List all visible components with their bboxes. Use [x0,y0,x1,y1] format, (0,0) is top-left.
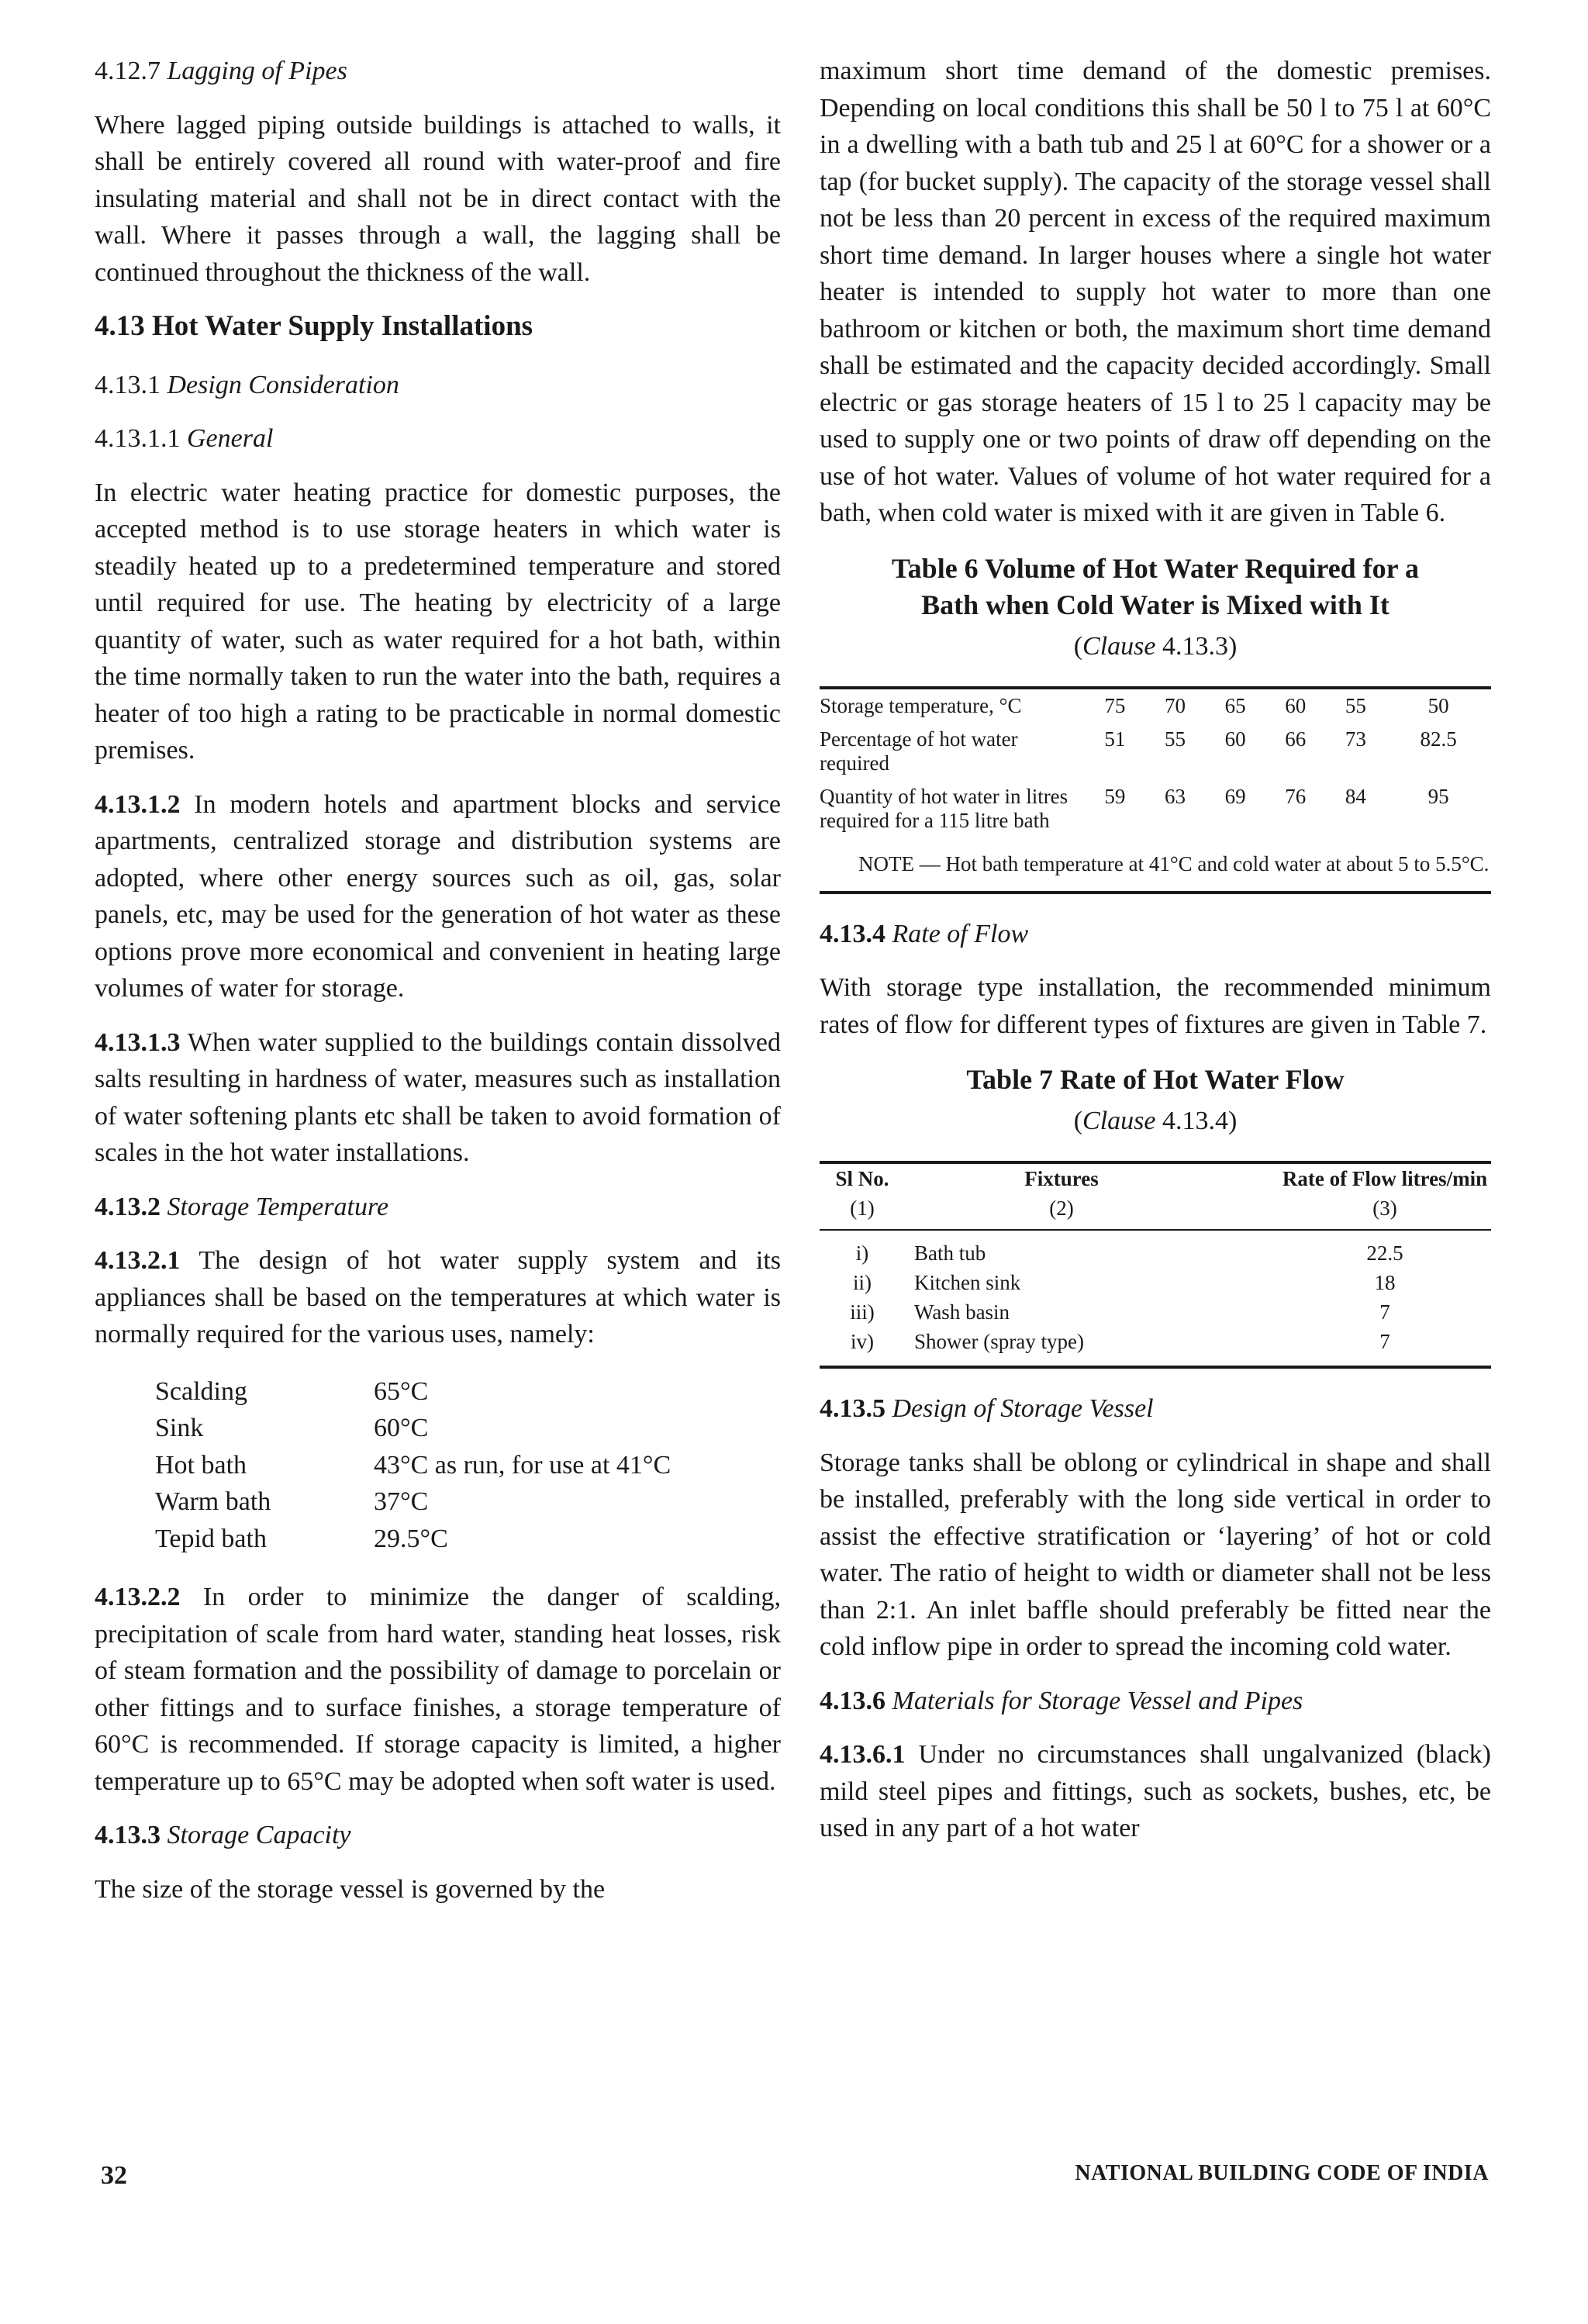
fixture-name: Bath tub [914,1241,986,1265]
column-number: (2) [905,1193,1209,1230]
sl-number: iii) [850,1300,875,1324]
section-4-13-1-heading [95,367,781,404]
table-cell: 75 [1104,693,1126,717]
running-footer: NATIONAL BUILDING CODE OF INDIA [1075,2161,1489,2185]
section-number: 4.13.1.1 [95,424,181,453]
use-name: Tepid bath [155,1524,267,1553]
sl-number: ii) [853,1271,872,1294]
flow-rate: 18 [1374,1271,1396,1294]
table-7-clause: (Clause 4.13.4) [1073,1107,1238,1135]
use-temperature: 60°C [374,1414,429,1442]
clause-text: In order to minimize the danger of scalding, precipitation of scale from hard water, standing heat losses, risk of steam formation and the possibility of damage to porcelain or other fittings and to surface finishes, a storage temperature of 60°C is recommended. If storage capacity is limited, a higher temperature up to 65°C may be adopted when soft water is used. [95,1583,782,1796]
paragraph-4-13-2-1 [95,1242,781,1353]
paragraph-storage-capacity-start: The size of the storage vessel is governed by the [95,1874,606,1904]
section-4-13-2-heading [95,1189,781,1226]
table-cell: 51 [1104,727,1126,751]
table-cell: 55 [1345,693,1366,717]
clause-ref: 4.13.3 [1162,631,1228,661]
table-6-clause: (Clause 4.13.3) [1073,631,1238,661]
temperature-row [155,1373,671,1411]
fixture-name: Wash basin [914,1300,1010,1324]
table-row [820,689,1491,723]
table-cell: 70 [1164,693,1186,717]
paragraph-4-13-6-1 [820,1736,1491,1847]
column-number: (1) [820,1193,905,1230]
sl-number: i) [855,1241,869,1265]
use-name: Hot bath [155,1450,247,1480]
table-cell: 63 [1164,784,1186,808]
use-name: Sink [155,1414,204,1442]
paragraph-storage-capacity-cont: maximum short time demand of the domestic premises. Depending on local conditions this shall be 50 l to 75 l at 60°C in a dwelling with a bath tub and 25 l at 60°C for a shower or a tap (for bucket supply). The capacity of the storage vessel shall not be less than 20 percent in excess of the required maximum short time demand. In larger houses where a single hot water heater is intended to supply hot water to more than one bathroom or kitchen or both, the maximum short time demand shall be estimated and the capacity decided accordingly. Small electric or gas storage heaters of 15 l to 25 l capacity may be used to supply one or two points of draw off depending on the use of hot water. Values of volume of hot water required for a bath, when cold water is mixed with it are given in Table 6. [820,57,1491,527]
column-number: (3) [1209,1193,1491,1230]
section-title: Hot Water Supply Installations [152,310,533,342]
table-6-bottom-rule [820,891,1491,894]
temperature-row [155,1483,671,1521]
use-name: Warm bath [155,1487,271,1516]
fixture-name: Kitchen sink [914,1271,1021,1294]
clause-ref: 4.13.4 [1162,1107,1228,1135]
section-number: 4.13.3 [95,1821,161,1849]
table-cell: 69 [1224,784,1246,808]
clause-text: Under no circumstances shall ungalvanized (black) mild steel pipes and fittings, such as sockets, bushes, etc, be used in any part of a hot water [820,1740,1492,1842]
column-header: Rate of Flow litres/min [1282,1167,1488,1190]
section-4-13-4-heading [820,916,1491,953]
table-cell: 66 [1285,727,1307,751]
flow-rate: 7 [1379,1300,1390,1324]
temperature-row [155,1447,671,1484]
table-row [820,1297,1491,1327]
flow-rate: 22.5 [1366,1241,1403,1265]
section-title: Materials for Storage Vessel and Pipes [892,1686,1303,1715]
section-title: Storage Temperature [167,1192,389,1221]
clause-text: When water supplied to the buildings contain dissolved salts resulting in hardness of water, measures such as installation of water softening plants etc shall be taken to avoid formation of scales in the hot water installations. [95,1027,781,1167]
table-6-title-line2: Bath when Cold Water is Mixed with It [921,589,1390,620]
section-4-13-3-heading [95,1817,781,1854]
paragraph-rate-of-flow: With storage type installation, the recommended minimum rates of flow for different types of fixtures are given in Table 7. [820,973,1491,1039]
clause-number: 4.13.1.2 [95,789,181,819]
temperature-list [155,1373,671,1558]
use-temperature: 43°C as run, for use at 41°C [374,1450,671,1480]
section-title: General [187,424,274,453]
table-7-caption: Table 7 Rate of Hot Water Flow [966,1064,1345,1095]
table-6-title-line1: Table 6 Volume of Hot Water Required for a [891,552,1420,584]
section-4-13-1-1-heading [95,420,781,458]
fixture-name: Shower (spray type) [914,1330,1084,1353]
section-title: Rate of Flow [892,919,1029,948]
table-cell: 84 [1345,784,1366,808]
clause-number: 4.13.1.3 [95,1027,181,1057]
table-cell: 82.5 [1420,727,1457,751]
table-row [820,1268,1491,1297]
clause-word: Clause [1082,631,1156,661]
left-column [95,53,781,1925]
use-temperature: 29.5°C [374,1524,448,1553]
section-number: 4.13.4 [820,919,885,948]
paragraph-4-13-1-2 [95,786,781,1007]
table-cell: 60 [1224,727,1246,751]
section-4-12-7-heading [95,53,781,90]
column-number-row [820,1193,1491,1230]
right-column [820,53,1491,1864]
section-title: Lagging of Pipes [167,57,347,85]
table-cell: 55 [1164,727,1186,751]
paragraph-storage-vessel: Storage tanks shall be oblong or cylindrical in shape and shall be installed, preferably with the long side vertical in order to assist the effective stratification or ‘layering’ of hot or cold water. The ratio of height to width or diameter shall not be less than 2:1. An inlet baffle should preferably be fitted near the cold inflow pipe in order to spread the incoming cold water. [820,1448,1491,1661]
use-name: Scalding [155,1376,247,1406]
section-number: 4.13.6 [820,1686,885,1715]
sl-number: iv) [851,1330,874,1353]
table-row [820,723,1491,780]
table-cell: 50 [1427,693,1449,717]
column-header: Fixtures [1024,1167,1099,1190]
paragraph-4-13-1-3 [95,1024,781,1172]
paragraph-4-13-2-2 [95,1579,781,1800]
use-temperature: 37°C [374,1487,429,1516]
page-number: 32 [101,2161,127,2190]
table-7 [820,1164,1491,1366]
section-number: 4.13.5 [820,1394,885,1423]
table-row [820,1327,1491,1366]
table-6 [820,689,1491,837]
clause-number: 4.13.2.1 [95,1246,181,1275]
clause-word: Clause [1082,1107,1156,1135]
section-number: 4.12.7 [95,57,161,85]
table-cell: 59 [1104,784,1126,808]
clause-number: 4.13.6.1 [820,1740,906,1769]
table-cell: 60 [1285,693,1307,717]
row-label: Storage temperature, °C [820,693,1022,717]
paragraph-lagging: Where lagged piping outside buildings is attached to walls, it shall be entirely covered all round with water-proof and fire insulating material and shall not be in direct contact with the wall. Where it passes through a wall, the lagging shall be continued throughout the thickness of the wall. [95,110,781,287]
section-title: Design Consideration [167,370,399,399]
row-label: Percentage of hot water required [820,727,1018,775]
clause-text: The design of hot water supply system and its appliances shall be based on the temperatures at which water is normally required for the various uses, namely: [95,1246,781,1348]
section-4-13-heading [95,308,781,345]
clause-number: 4.13.2.2 [95,1583,181,1611]
column-header: Sl No. [835,1167,889,1190]
table-cell: 65 [1224,693,1246,717]
table-cell: 95 [1427,784,1449,808]
table-row [820,1230,1491,1268]
section-number: 4.13.1 [95,370,161,399]
clause-text: In modern hotels and apartment blocks and service apartments, centralized storage and distribution systems are adopted, where other energy sources such as oil, gas, solar panels, etc, may be used for the generation of hot water as these options prove more economical and convenient in heating large volumes of water for storage. [95,789,781,1003]
table-row [820,780,1491,837]
table-6-caption [820,551,1491,623]
table-cell: 76 [1285,784,1307,808]
table-7-bottom-rule [820,1366,1491,1369]
table-cell: 73 [1345,727,1366,751]
section-4-13-5-heading [820,1390,1491,1428]
section-title: Storage Capacity [167,1821,351,1849]
paragraph-general: In electric water heating practice for domestic purposes, the accepted method is to use storage heaters in which water is steadily heated up to a predetermined temperature and stored until required for use. The heating by electricity of a large quantity of water, such as water required for a hot bath, within the time normally taken to run the water into the bath, requires a heater of too high a rating to be practicable in normal domestic premises. [95,478,781,765]
row-label: Quantity of hot water in litres required for a 115 litre bath [820,784,1068,832]
use-temperature: 65°C [374,1376,429,1406]
section-title: Design of Storage Vessel [892,1394,1154,1423]
table-header-row [820,1164,1491,1193]
temperature-row [155,1410,671,1447]
flow-rate: 7 [1379,1330,1390,1353]
table-6-note: NOTE — Hot bath temperature at 41°C and cold water at about 5 to 5.5°C. [858,851,1490,875]
section-4-13-6-heading [820,1683,1491,1720]
temperature-row [155,1521,671,1558]
section-number: 4.13.2 [95,1192,161,1221]
section-number: 4.13 [95,310,145,342]
